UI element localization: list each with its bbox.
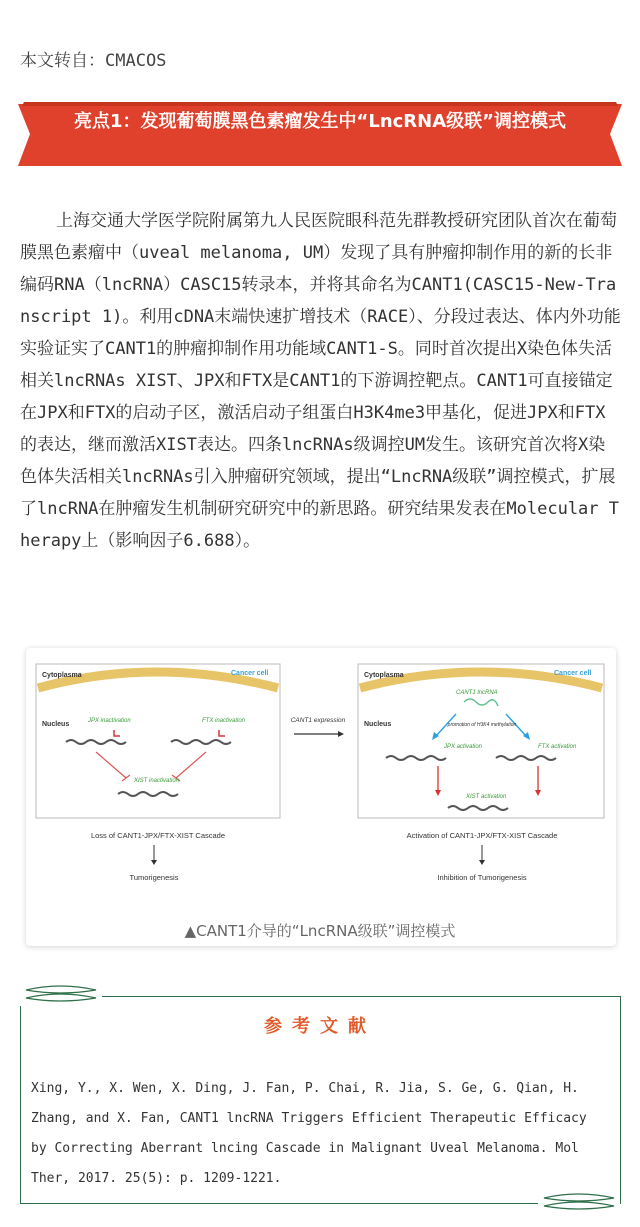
right-xist-label: XIST activation (466, 794, 507, 800)
right-cant1-label: CANT1 lncRNA (456, 690, 498, 696)
reference-citation: Xing, Y., X. Wen, X. Ding, J. Fan, P. Chai, R. Jia, S. Ge, G. Qian, H. Zhang, and X. Fan, CANT1 lncRNA Triggers Efficient Therapeutic Efficacy by Correcting Aberrant lncing Cascade in Malignant Uveal Melanoma. Mol Ther, 2017. 25(5): p. 1209-1221. (31, 1081, 587, 1186)
center-arrow-label: CANT1 expression (290, 717, 346, 724)
banner-title: 亮点1：发现葡萄膜黑色素瘤发生中“LncRNA级联”调控模式 (74, 111, 566, 132)
right-cancer-cell-label: Cancer cell (554, 670, 592, 677)
right-methylation-label: promotion of H3K4 methylation (447, 722, 517, 728)
right-cascade-label: Activation of CANT1-JPX/FTX-XIST Cascade (406, 831, 558, 840)
figure-caption: ▲CANT1介导的“LncRNA级联”调控模式 (184, 922, 456, 940)
figure-card (26, 648, 616, 946)
cascade-diagram (26, 648, 616, 908)
highlight-banner (18, 100, 622, 170)
right-outcome-label: Inhibition of Tumorigenesis (437, 873, 527, 882)
left-cytoplasma-label: Cytoplasma (42, 672, 82, 679)
left-outcome-label: Tumorigenesis (129, 873, 179, 882)
references-title: 参考文献 (264, 1016, 376, 1037)
source-attribution: 本文转自：CMACOS (20, 51, 167, 71)
left-cancer-cell-label: Cancer cell (231, 670, 269, 677)
body-paragraph: 上海交通大学医学院附属第九人民医院眼科范先群教授研究团队首次在葡萄膜黑色素瘤中（uveal melanoma, UM）发现了具有肿瘤抑制作用的新的长非编码RNA（lncRNA）CASC15转录本，并将其命名为CANT1(CASC15-New-Transcript 1)。利用cDNA末端快速扩增技术（RACE）、分段过表达、体内外功能实验证实了CANT1的肿瘤抑制作用功能域CANT1-S。同时首次提出X染色体失活相关lncRNAs XIST、JPX和FTX是CANT1的下游调控靶点。CANT1可直接锚定在JPX和FTX的启动子区，激活启动子组蛋白H3K4me3甲基化，促进JPX和FTX的表达，继而激活XIST表达。四条lncRNAs级调控UM发生。该研究首次将X染色体失活相关lncRNAs引入肿瘤研究领域，提出“LncRNA级联”调控模式，扩展了lncRNA在肿瘤发生机制研究研究中的新思路。研究结果发表在Molecular Therapy上（影响因子6.688）。 (20, 211, 621, 551)
left-cascade-label: Loss of CANT1-JPX/FTX-XIST Cascade (90, 831, 226, 840)
right-cytoplasma-label: Cytoplasma (364, 672, 404, 679)
left-xist-label: XIST inactivation (134, 778, 180, 784)
left-nucleus-label: Nucleus (42, 721, 70, 728)
left-ftx-label: FTX inactivation (202, 718, 246, 724)
right-nucleus-label: Nucleus (364, 721, 392, 728)
right-jpx-label: JPX activation (444, 744, 483, 750)
left-jpx-label: JPX inactivation (88, 718, 131, 724)
right-ftx-label: FTX activation (538, 744, 577, 750)
top-left-flourish-icon (20, 982, 102, 1006)
